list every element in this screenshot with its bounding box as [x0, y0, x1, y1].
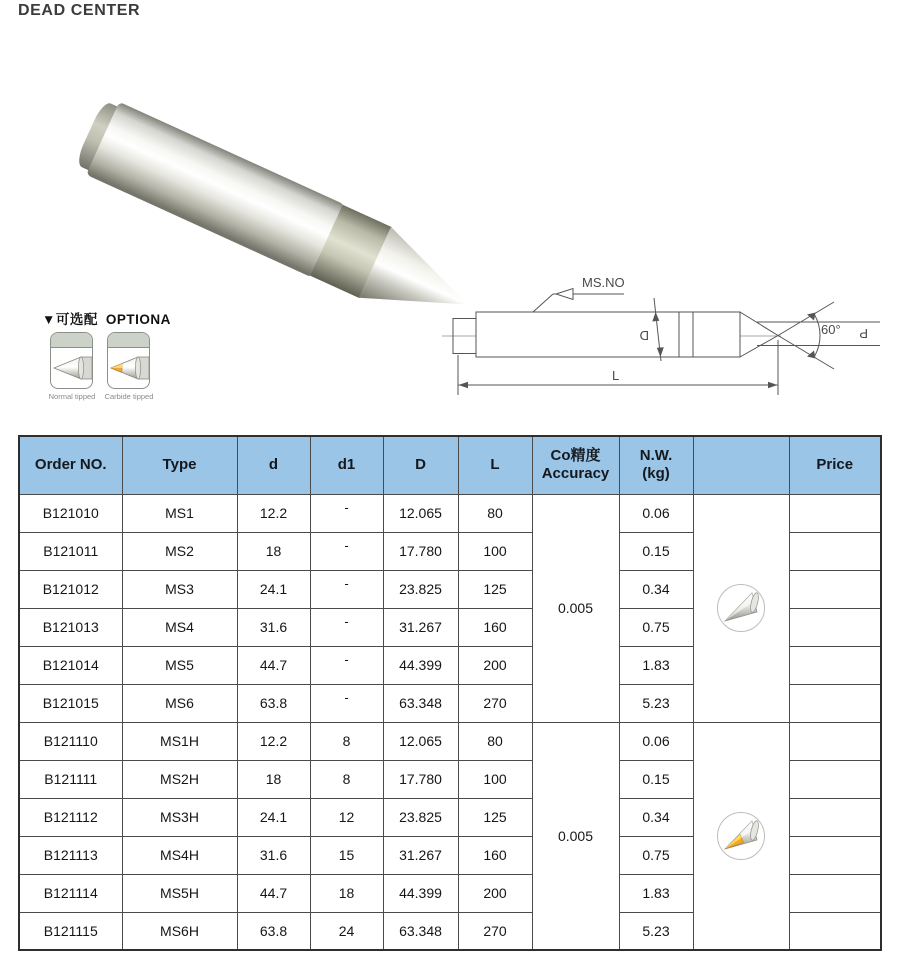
- header-label: Order NO.: [34, 455, 107, 473]
- option-box-strip: [51, 333, 92, 348]
- cell-D: 44.399: [383, 874, 458, 912]
- cell-d: 31.6: [237, 836, 310, 874]
- cell-nw: 0.06: [619, 494, 693, 532]
- cell-d: 12.2: [237, 494, 310, 532]
- cell-d: 31.6: [237, 608, 310, 646]
- normal-tip-option: [50, 332, 93, 389]
- cell-nw: 0.06: [619, 722, 693, 760]
- cell-order-no: B121012: [19, 570, 122, 608]
- cell-type: MS4H: [122, 836, 237, 874]
- col-header-order-no: [19, 436, 122, 494]
- cell-type: MS5H: [122, 874, 237, 912]
- cell-L: 100: [458, 532, 532, 570]
- table-row: [19, 722, 881, 760]
- cell-D: 31.267: [383, 836, 458, 874]
- cell-type: MS2H: [122, 760, 237, 798]
- cell-nw: 5.23: [619, 684, 693, 722]
- table-body: [19, 494, 881, 950]
- option-box-strip: [108, 333, 149, 348]
- cell-d1: 12: [310, 798, 383, 836]
- cell-D: 23.825: [383, 798, 458, 836]
- cell-type: MS1H: [122, 722, 237, 760]
- cell-price: [789, 532, 881, 570]
- optional-section: [42, 308, 242, 401]
- col-header-nw: [619, 436, 693, 494]
- cell-nw: 1.83: [619, 874, 693, 912]
- dead-center-image: [72, 96, 444, 323]
- header-label: D: [415, 455, 426, 473]
- col-header-type: [122, 436, 237, 494]
- cell-order-no: B121113: [19, 836, 122, 874]
- cell-L: 160: [458, 608, 532, 646]
- cell-type: MS6H: [122, 912, 237, 950]
- header-label: Accuracy: [541, 465, 610, 483]
- technical-drawing: [440, 268, 899, 410]
- normal-tip-icon: [51, 349, 93, 387]
- arrowhead: [807, 313, 816, 321]
- normal-tip-icon: [715, 582, 767, 634]
- drawing-angle-arc: [814, 315, 820, 357]
- optional-label-en: OPTIONA: [105, 312, 171, 327]
- cell-D: 44.399: [383, 646, 458, 684]
- spec-table: [18, 435, 882, 951]
- cell-d1: -: [310, 646, 383, 684]
- cell-D: 17.780: [383, 532, 458, 570]
- drawing-body: [476, 312, 740, 357]
- cell-d: 12.2: [237, 722, 310, 760]
- col-header-price: [789, 436, 881, 494]
- cell-L: 125: [458, 570, 532, 608]
- cell-type: MS4: [122, 608, 237, 646]
- cell-L: 270: [458, 684, 532, 722]
- cell-d1: 18: [310, 874, 383, 912]
- header-label: N.W.: [639, 446, 673, 464]
- cell-d: 18: [237, 760, 310, 798]
- carbide-tip-option: [107, 332, 150, 389]
- cell-D: 17.780: [383, 760, 458, 798]
- cell-L: 80: [458, 494, 532, 532]
- msno-leader: [533, 294, 553, 312]
- header-label: Type: [162, 455, 197, 473]
- cell-d: 18: [237, 532, 310, 570]
- cell-nw: 0.15: [619, 532, 693, 570]
- cell-d: 44.7: [237, 646, 310, 684]
- cell-type: MS3H: [122, 798, 237, 836]
- cell-L: 125: [458, 798, 532, 836]
- cell-price: [789, 798, 881, 836]
- col-header-tip-image: [693, 436, 789, 494]
- cell-order-no: B121010: [19, 494, 122, 532]
- cell-order-no: B121110: [19, 722, 122, 760]
- optional-heading: [42, 308, 242, 328]
- cell-L: 200: [458, 874, 532, 912]
- cell-nw: 1.83: [619, 646, 693, 684]
- cell-price: [789, 608, 881, 646]
- cell-price: [789, 760, 881, 798]
- cell-price: [789, 570, 881, 608]
- col-header-d1: [310, 436, 383, 494]
- optional-label-cn: ▼可选配: [42, 312, 98, 327]
- cell-price: [789, 646, 881, 684]
- cell-d1: 8: [310, 722, 383, 760]
- cell-type: MS5: [122, 646, 237, 684]
- cell-order-no: B121011: [19, 532, 122, 570]
- cell-order-no: B121112: [19, 798, 122, 836]
- cell-d1: -: [310, 494, 383, 532]
- cell-order-no: B121115: [19, 912, 122, 950]
- cell-order-no: B121015: [19, 684, 122, 722]
- cell-d1: -: [310, 532, 383, 570]
- page-title: DEAD CENTER: [18, 2, 141, 19]
- cell-d: 63.8: [237, 912, 310, 950]
- cell-order-no: B121114: [19, 874, 122, 912]
- cell-d1: 8: [310, 760, 383, 798]
- arrowhead: [807, 351, 816, 359]
- header-label: d1: [337, 455, 356, 473]
- cell-D: 63.348: [383, 684, 458, 722]
- col-header-accuracy: [532, 436, 619, 494]
- arrowhead: [459, 382, 469, 388]
- table-row: [19, 494, 881, 532]
- cell-type: MS6: [122, 684, 237, 722]
- cell-d1: 24: [310, 912, 383, 950]
- cell-d: 44.7: [237, 874, 310, 912]
- cell-type: MS3: [122, 570, 237, 608]
- cell-order-no: B121013: [19, 608, 122, 646]
- cell-L: 270: [458, 912, 532, 950]
- product-photo: [45, 58, 475, 293]
- cell-nw: 0.75: [619, 836, 693, 874]
- cell-d1: -: [310, 684, 383, 722]
- cell-price: [789, 494, 881, 532]
- cell-d1: 15: [310, 836, 383, 874]
- cell-type: MS2: [122, 532, 237, 570]
- header-label: d: [268, 455, 279, 473]
- cell-d: 63.8: [237, 684, 310, 722]
- arrowhead: [768, 382, 778, 388]
- carbide-tip-icon: [108, 349, 150, 387]
- cell-L: 100: [458, 760, 532, 798]
- cell-accuracy: 0.005: [532, 722, 619, 950]
- carbide-tip-caption: Carbide tipped: [104, 392, 154, 401]
- drawing-msno-label: MS.NO: [582, 275, 625, 290]
- table-header: [19, 436, 881, 494]
- photo-taper-body: [86, 102, 345, 278]
- cell-D: 23.825: [383, 570, 458, 608]
- header-label: (kg): [642, 465, 670, 483]
- cell-accuracy: 0.005: [532, 494, 619, 722]
- cell-price: [789, 722, 881, 760]
- cell-price: [789, 836, 881, 874]
- cell-d1: -: [310, 570, 383, 608]
- cell-nw: 0.34: [619, 798, 693, 836]
- header-label: Price: [816, 455, 854, 473]
- cell-nw: 0.75: [619, 608, 693, 646]
- cell-price: [789, 874, 881, 912]
- cell-d: 24.1: [237, 798, 310, 836]
- cell-d1: -: [310, 608, 383, 646]
- normal-tip-caption: Normal tipped: [48, 392, 96, 401]
- header-label: L: [490, 455, 500, 473]
- cell-D: 12.065: [383, 494, 458, 532]
- cell-D: 31.267: [383, 608, 458, 646]
- cell-order-no: B121014: [19, 646, 122, 684]
- cell-L: 80: [458, 722, 532, 760]
- cell-L: 200: [458, 646, 532, 684]
- cell-nw: 0.15: [619, 760, 693, 798]
- col-header-d: [237, 436, 310, 494]
- drawing-l-label: L: [612, 368, 620, 383]
- cell-nw: 5.23: [619, 912, 693, 950]
- col-header-D: [383, 436, 458, 494]
- cell-L: 160: [458, 836, 532, 874]
- cell-type: MS1: [122, 494, 237, 532]
- cell-D: 63.348: [383, 912, 458, 950]
- drawing-p-label: P: [859, 326, 868, 341]
- cell-price: [789, 912, 881, 950]
- cell-order-no: B121111: [19, 760, 122, 798]
- cell-d: 24.1: [237, 570, 310, 608]
- header-label: Co精度: [550, 446, 601, 464]
- drawing-d-label: D: [639, 328, 649, 343]
- cell-D: 12.065: [383, 722, 458, 760]
- cell-tip-image: [693, 494, 789, 722]
- cell-nw: 0.34: [619, 570, 693, 608]
- drawing-angle-label: 60°: [821, 322, 841, 337]
- cell-price: [789, 684, 881, 722]
- col-header-L: [458, 436, 532, 494]
- msno-arrow: [556, 289, 573, 300]
- cell-tip-image: [693, 722, 789, 950]
- carbide-tip-icon: [715, 810, 767, 862]
